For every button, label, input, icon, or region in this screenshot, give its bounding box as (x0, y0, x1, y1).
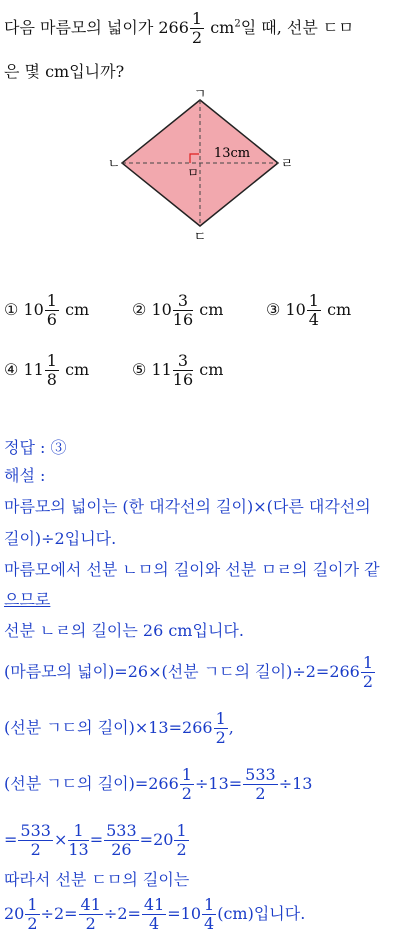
explanation-line-4: 으므로 (4, 590, 51, 609)
vertex-label-bottom: ㄷ (193, 230, 207, 245)
vertex-label-top: ㄱ (193, 88, 207, 102)
center-label: ㅁ (187, 166, 199, 180)
question-line-1 (4, 10, 354, 47)
option-3[interactable]: ③ 10 $\frac{1}{4}$ cm (266, 291, 352, 329)
explanation-line-6: (마름모의 넓이)=26×(선분 ㄱㄷ의 길이)÷2=266 $\frac{1}{2}$ (4, 653, 374, 691)
answer-label: 정답 : ③ (4, 438, 67, 457)
length-label: 13cm (213, 146, 251, 161)
explanation-line-10: 따라서 선분 ㄷㅁ의 길이는 (4, 870, 190, 889)
explanation-line-5: 선분 ㄴㄹ의 길이는 26 cm입니다. (4, 621, 244, 640)
superscript: 2 (234, 18, 241, 30)
vertex-label-left: ㄴ (107, 157, 121, 172)
explanation-line-8: (선분 ㄱㄷ의 길이)=266 $\frac{1}{2}$ ÷13= $\frac{533}{2}$ ÷13 (4, 765, 313, 803)
question-text-suffix: 일 때, 선분 ㄷㅁ (240, 18, 354, 37)
explanation-line-7: (선분 ㄱㄷ의 길이)×13=266 $\frac{1}{2}$ , (4, 709, 234, 747)
explanation-line-3: 마름모에서 선분 ㄴㅁ의 길이와 선분 ㅁㄹ의 길이가 같 (4, 560, 380, 579)
explanation-line-1: 마름모의 넓이는 (한 대각선의 길이)×(다른 대각선의 (4, 497, 371, 516)
option-4[interactable]: ④ 11 $\frac{1}{8}$ cm (4, 351, 90, 389)
explanation-line-2: 길이)÷2입니다. (4, 529, 117, 548)
question-text: 다음 마름모의 넓이가 266 (4, 18, 189, 37)
rhombus-diagram (0, 88, 400, 248)
explanation-line-11: 20 $\frac{1}{2}$ ÷2= $\frac{41}{2}$ ÷2= $\frac{41}{4}$ =10 $\frac{1}{4}$ (cm)입니다. (4, 895, 306, 933)
explanation-line-9: = $\frac{533}{2}$ × $\frac{1}{13}$ = $\frac{533}{26}$ =20 $\frac{1}{2}$ (4, 821, 187, 859)
option-2[interactable]: ② 10 $\frac{3}{16}$ cm (132, 291, 224, 329)
vertex-label-right: ㄹ (280, 157, 294, 172)
option-5[interactable]: ⑤ 11 $\frac{3}{16}$ cm (132, 351, 224, 389)
unit: cm (210, 18, 235, 37)
option-1[interactable]: ① 10 $\frac{1}{6}$ cm (4, 291, 90, 329)
fraction: $\frac{1}{2}$ (191, 9, 203, 47)
question-line-2: 은 몇 cm입니까? (4, 62, 125, 81)
explanation-label: 해설 : (4, 466, 46, 485)
